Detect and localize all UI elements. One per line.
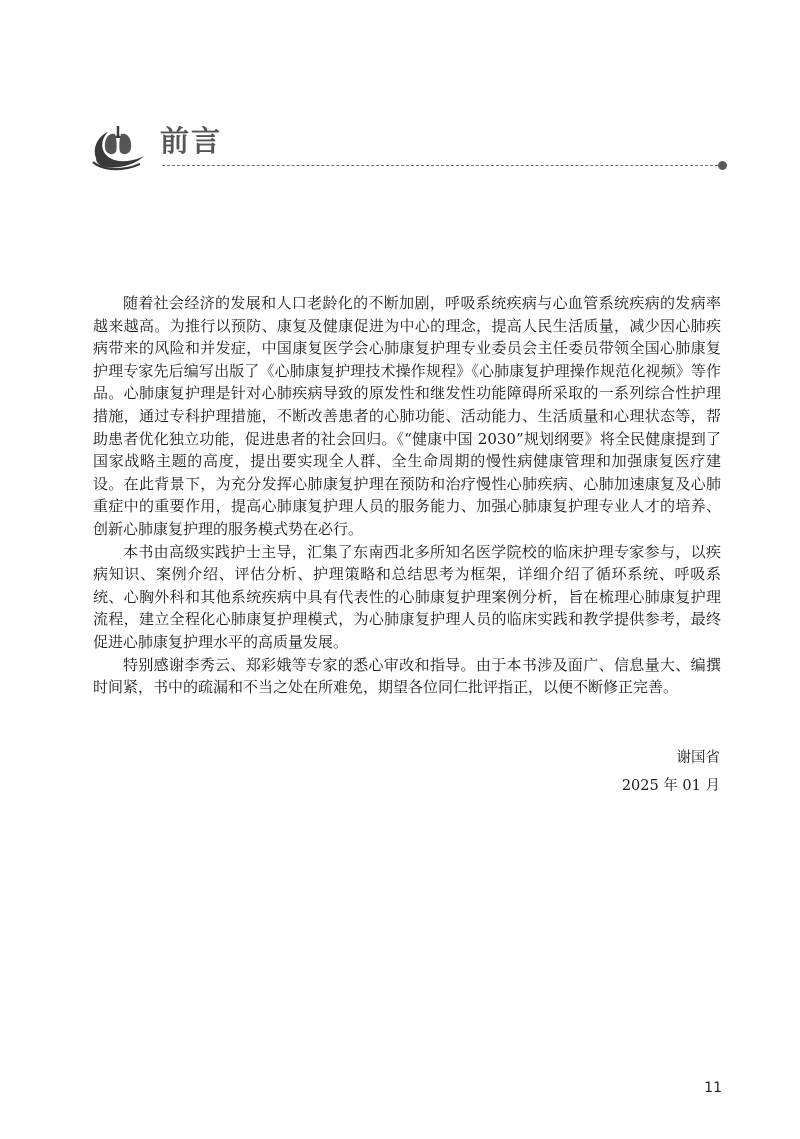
signature-date: 2025 年 01 月 [621, 778, 720, 794]
header-divider [162, 165, 718, 166]
preface-body [93, 292, 721, 699]
page-number: 11 [704, 1080, 722, 1096]
divider-dot [718, 161, 727, 170]
paragraph-3: 特别感谢李秀云、郑彩娥等专家的悉心审改和指导。由于本书涉及面广、信息量大、编撰时间紧，书中的疏漏和不当之处在所难免，期望各位同仁批评指正，以便不断修正完善。 [93, 655, 721, 697]
paragraph-1: 随着社会经济的发展和人口老龄化的不断加剧，呼吸系统疾病与心血管系统疾病的发病率越来越高。为推行以预防、康复及健康促进为中心的理念，提高人民生活质量，减少因心肺疾病带来的风险和并发症，中国康复医学会心肺康复护理专业委员会主任委员带领全国心肺康复护理专家先后编写出版了《心肺康复护理技术操作规程》《心肺康复护理操作规范化视频》等作品。心肺康复护理是针对心肺疾病导致的原发性和继发性功能障碍所采取的一系列综合性护理措施，通过专科护理措施，不断改善患者的心肺功能、活动能力、生活质量和心理状态等，帮助患者优化独立功能，促进患者的社会回归。《“健康中国 2030”规划纲要》将全民健康提到了国家战略主题的高度，提出要实现全人群、全生命周期的慢性病健康管理和加强康复医疗建设。在此背景下，为充分发挥心肺康复护理在预防和治疗慢性心肺疾病、心肺加速康复及心肺重症中的重要作用，提高心肺康复护理人员的服务能力、加强心肺康复护理专业人才的培养、创新心肺康复护理的服务模式势在必行。 [93, 294, 721, 538]
page-title: 前言 [160, 124, 223, 158]
author-name: 谢国省 [676, 750, 720, 766]
paragraph-2: 本书由高级实践护士主导，汇集了东南西北多所知名医学院校的临床护理专家参与，以疾病知识、案例介绍、评估分析、护理策略和总结思考为框架，详细介绍了循环系统、呼吸系统、心胸外科和其他系统疾病中具有代表性的心肺康复护理案例分析，旨在梳理心肺康复护理流程，建立全程化心肺康复护理模式，为心肺康复护理人员的临床实践和教学提供参考，最终促进心肺康复护理水平的高质量发展。 [93, 542, 721, 651]
lungs-in-hands-icon [88, 118, 152, 172]
signature-block [622, 744, 720, 800]
